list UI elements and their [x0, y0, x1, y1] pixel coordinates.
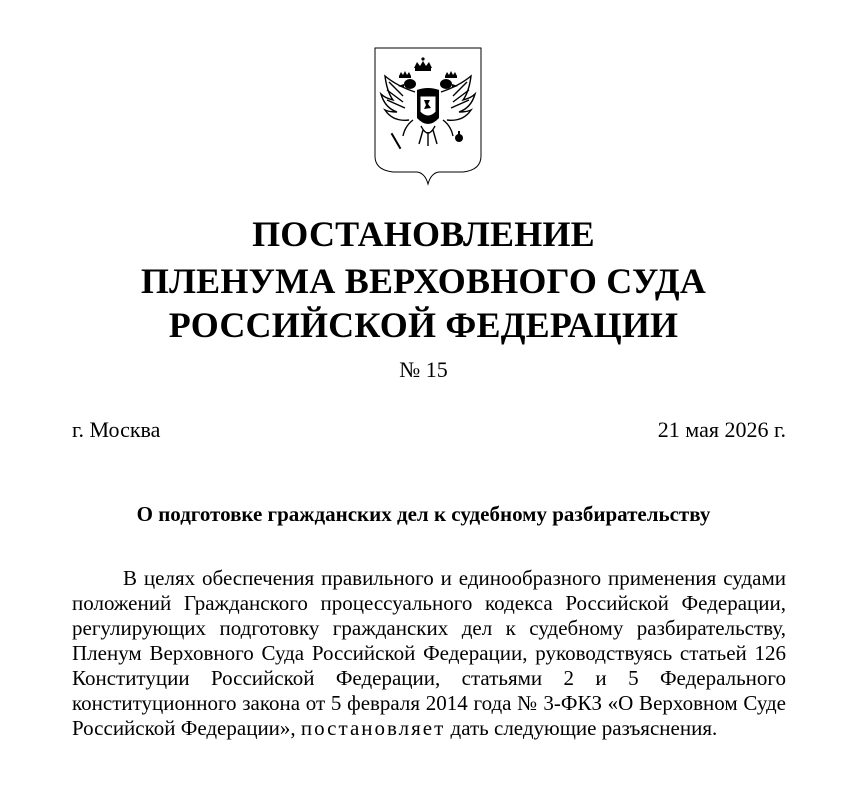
russian-coat-of-arms-icon: [373, 46, 483, 186]
date-of-issue: 21 мая 2026 г.: [657, 417, 786, 442]
place-of-issue: г. Москва: [72, 417, 161, 442]
document-subject: О подготовке гражданских дел к судебному разбирательству: [136, 502, 711, 526]
document-number: № 15: [399, 357, 448, 382]
coat-of-arms: [373, 46, 483, 186]
preamble-text: В целях обеспечения правильного и единообразного применения судами положений Гражданского процессуального кодекса Российской Федерации, регулирующих подготовку гражданских дел к судебному разбирательству, Пленум Верховного Суда Российской Федерации, руководствуясь статьей 126 Конституции Российской Федерации, статьями 2 и 5 Федерального конституционного закона от 5 февраля 2014 года № 3-ФКЗ «О Верховном Суде Российской Федерации»,: [72, 566, 786, 740]
issuing-body-title-line2: РОССИЙСКОЙ ФЕДЕРАЦИИ: [168, 305, 679, 345]
preamble-text-end: дать следующие разъяснения.: [450, 716, 718, 740]
place-date-row: [72, 416, 786, 444]
resolution-verb: постановляет: [300, 716, 446, 740]
document-type-title: ПОСТАНОВЛЕНИЕ: [252, 214, 595, 254]
preamble-paragraph: [72, 566, 786, 741]
issuing-body-title: ПЛЕНУМА ВЕРХОВНОГО СУДА: [140, 261, 707, 301]
